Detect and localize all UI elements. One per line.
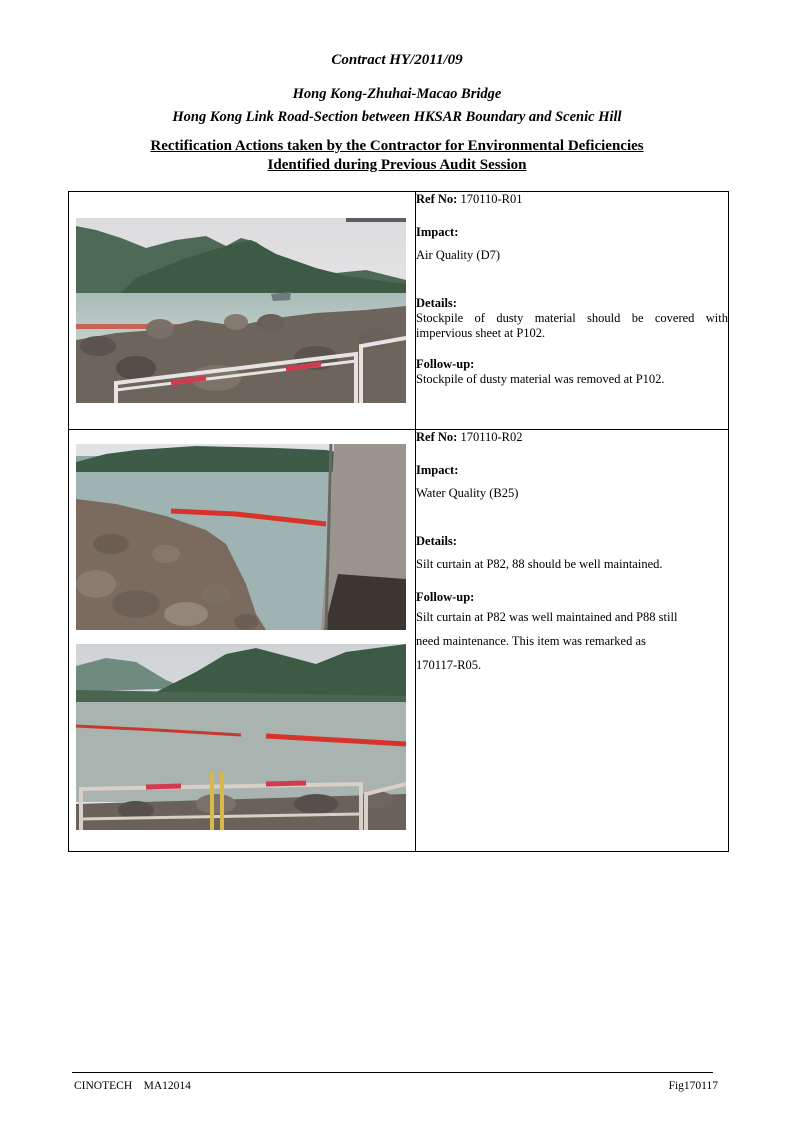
details-cell [416,430,729,852]
table-row [69,192,729,430]
report-heading-line1: Rectification Actions taken by the Contractor for Environmental Deficiencies [150,138,644,154]
follow-up-line: 170117-R05. [416,658,482,672]
ref-no-line [416,430,728,445]
ref-no-value: 170110-R02 [460,430,523,444]
follow-up-value [416,605,728,677]
ref-no-line [416,192,728,207]
audit-table [68,191,729,852]
project-title-line2: Hong Kong Link Road-Section between HKSAR Boundary and Scenic Hill [172,109,622,125]
project-title-line1: Hong Kong-Zhuhai-Macao Bridge [292,86,502,102]
table-row [69,430,729,852]
details-cell [416,192,729,430]
site-photo-silt-curtain-p82 [76,444,406,630]
details-value: Stockpile of dusty material should be covered with impervious sheet at P102. [416,311,728,340]
follow-up-label: Follow-up: [416,590,475,604]
follow-up-value: Stockpile of dusty material was removed at P102. [416,372,665,386]
impact-value: Air Quality (D7) [416,248,501,262]
footer-divider [72,1072,713,1073]
photo-cell [69,430,416,852]
ref-no-label: Ref No: [416,430,458,444]
ref-no-label: Ref No: [416,192,458,206]
details-label: Details: [416,296,457,310]
follow-up-label: Follow-up: [416,357,475,371]
details-value: Silt curtain at P82, 88 should be well maintained. [416,557,663,571]
report-heading-line2: Identified during Previous Audit Session [267,157,527,173]
impact-label: Impact: [416,463,459,477]
site-photo-silt-curtain-p88 [76,644,406,830]
ref-no-value: 170110-R01 [460,192,523,206]
impact-value: Water Quality (B25) [416,486,519,500]
site-photo-stockpile [76,218,406,403]
photo-cell [69,192,416,430]
footer-left [74,1080,191,1092]
footer-doc-code: MA12014 [143,1080,191,1092]
follow-up-line: need maintenance. This item was remarked as [416,634,646,648]
impact-label: Impact: [416,225,459,239]
footer-fig-number: Fig170117 [668,1080,718,1092]
contract-number: Contract HY/2011/09 [331,52,463,68]
details-label: Details: [416,534,457,548]
follow-up-line: Silt curtain at P82 was well maintained and P88 still [416,610,678,624]
footer-company: CINOTECH [74,1080,133,1092]
